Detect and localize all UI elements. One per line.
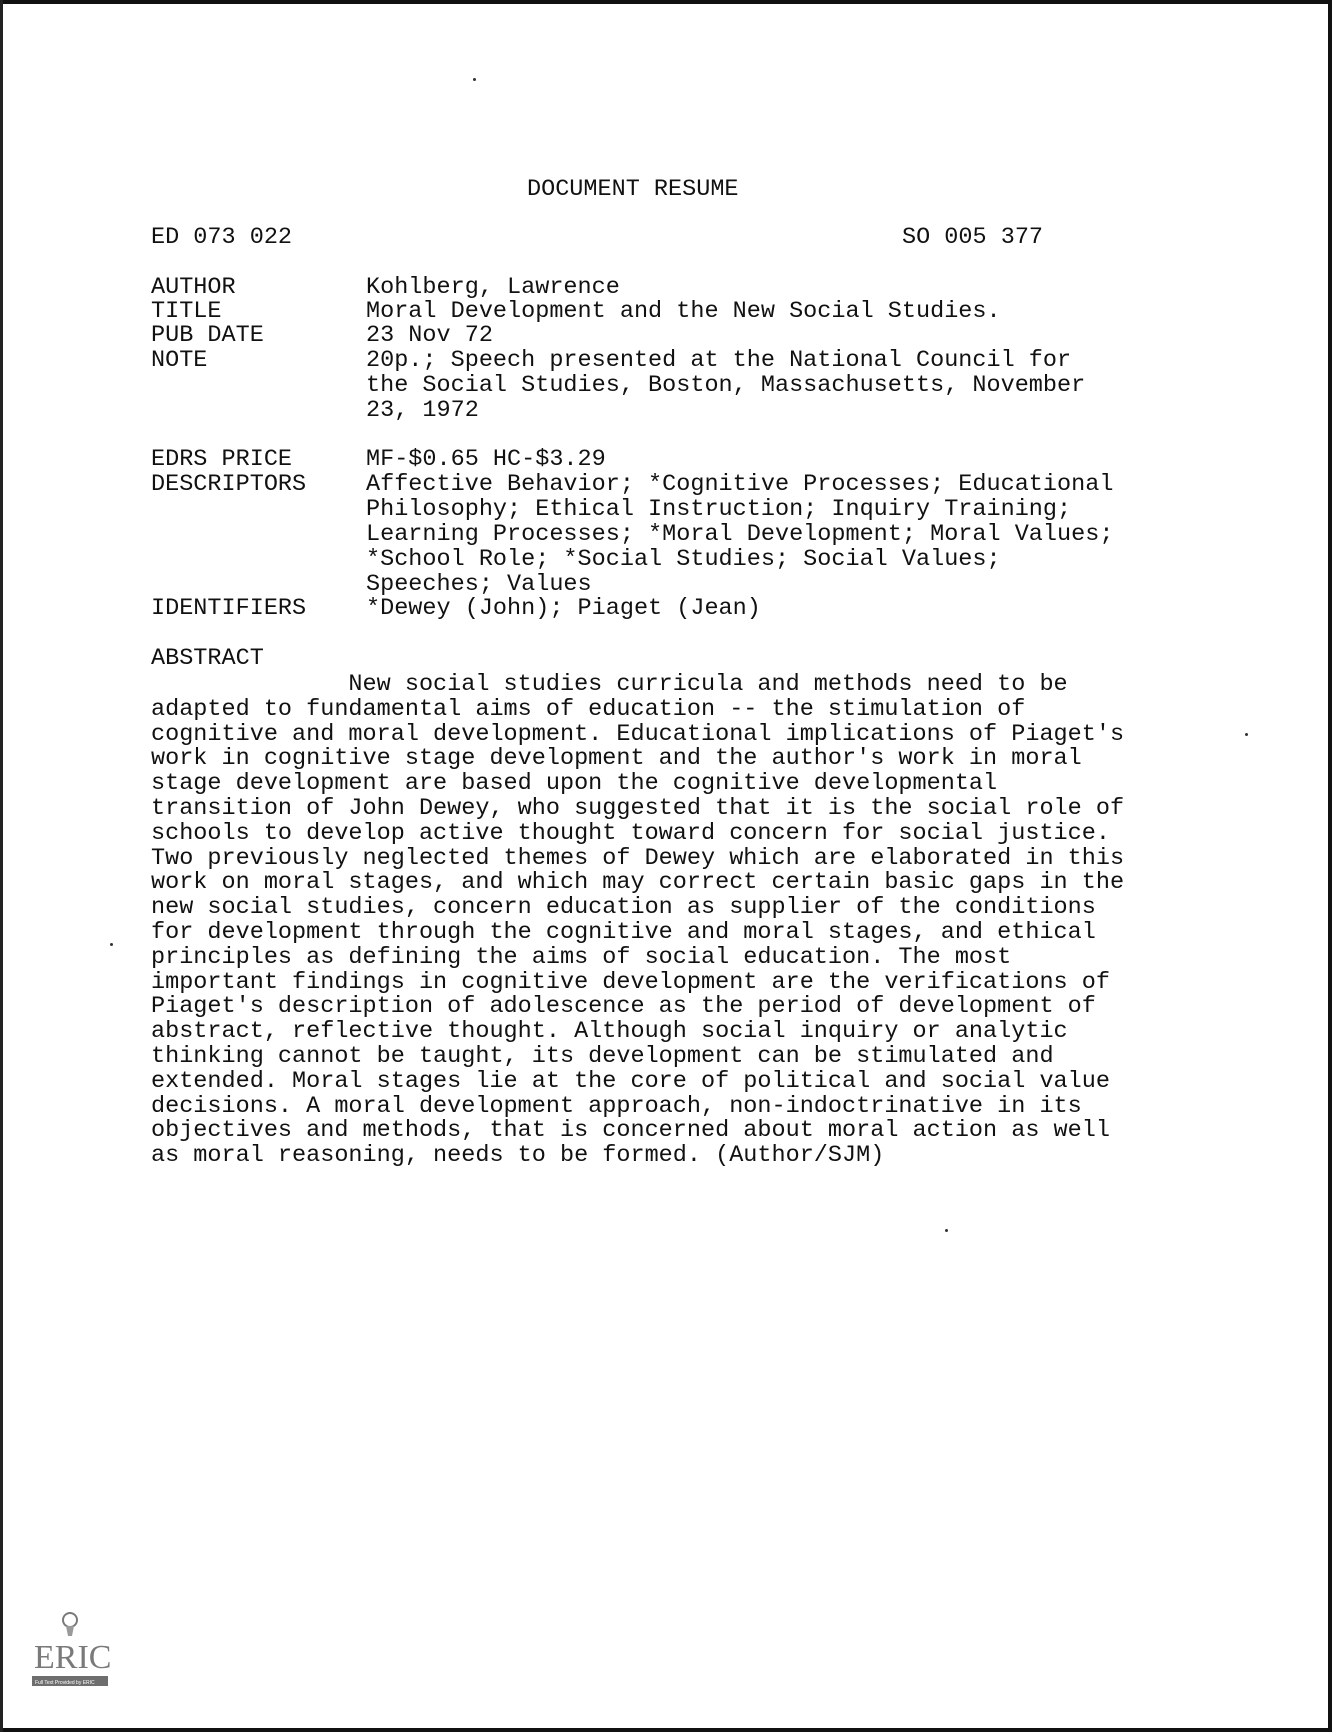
scan-edge-right	[1328, 0, 1332, 1732]
so-number: SO 005 377	[902, 224, 1044, 251]
edrs-price-label: EDRS PRICE	[151, 446, 293, 473]
author-label: AUTHOR	[151, 274, 236, 301]
pub-date-label: PUB DATE	[151, 322, 264, 349]
eric-logo-subtext: Full Text Provided by ERIC	[35, 1680, 95, 1686]
scan-edge-top	[0, 0, 1332, 4]
note-label: NOTE	[151, 347, 208, 374]
speck	[110, 943, 113, 946]
pub-date-value: 23 Nov 72	[366, 322, 493, 349]
descriptors-value: Affective Behavior; *Cognitive Processes; Educational Philosophy; Ethical Instruction; Inquiry Training; Learning Processes; *Moral Development; Moral Values; *School Role; *Social Studies; Social Values; Speeches; Values	[366, 471, 1114, 598]
document-title: DOCUMENT RESUME	[527, 176, 739, 203]
author-value: Kohlberg, Lawrence	[366, 274, 620, 301]
identifiers-value: *Dewey (John); Piaget (Jean)	[366, 595, 761, 622]
identifiers-label: IDENTIFIERS	[151, 595, 307, 622]
ed-number: ED 073 022	[151, 224, 293, 251]
scan-edge-left	[0, 0, 3, 1732]
descriptors-label: DESCRIPTORS	[151, 471, 307, 498]
scan-edge-bottom	[0, 1728, 1332, 1732]
speck	[945, 1229, 948, 1232]
abstract-text: New social studies curricula and methods need to be adapted to fundamental aims of education -- the stimulation of cognitive and moral development. Educational implications of Piaget's work in cognitive stage development and the author's work in moral stage development are based upon the cognitive developmental transition of John Dewey, who suggested that it is the social role of schools to develop active thought toward concern for social justice. Two previously neglected themes of Dewey which are elaborated in this work on moral stages, and which may correct certain basic gaps in the new social studies, concern education as supplier of the conditions for development through the cognitive and moral stages, and ethical principles as defining the aims of social education. The most important findings in cognitive development are the verifications of Piaget's description of adolescence as the period of development of abstract, reflective thought. Although social inquiry or analytic thinking cannot be taught, its development can be stimulated and extended. Moral stages lie at the core of political and social value decisions. A moral development approach, non-indoctrinative in its objectives and methods, that is concerned about moral action as well as moral reasoning, needs to be formed. (Author/SJM)	[151, 671, 1125, 1170]
eric-logo	[30, 1606, 110, 1696]
title-label: TITLE	[151, 298, 222, 325]
title-value: Moral Development and the New Social Studies.	[366, 298, 1001, 325]
note-value: 20p.; Speech presented at the National Council for the Social Studies, Boston, Massachusetts, November 23, 1972	[366, 347, 1086, 424]
speck	[473, 78, 476, 81]
eric-logo-text: ERIC	[34, 1639, 110, 1676]
eric-logo-icon	[30, 1606, 110, 1696]
speck	[1245, 733, 1248, 736]
edrs-price-value: MF-$0.65 HC-$3.29	[366, 446, 606, 473]
abstract-label: ABSTRACT	[151, 645, 264, 672]
